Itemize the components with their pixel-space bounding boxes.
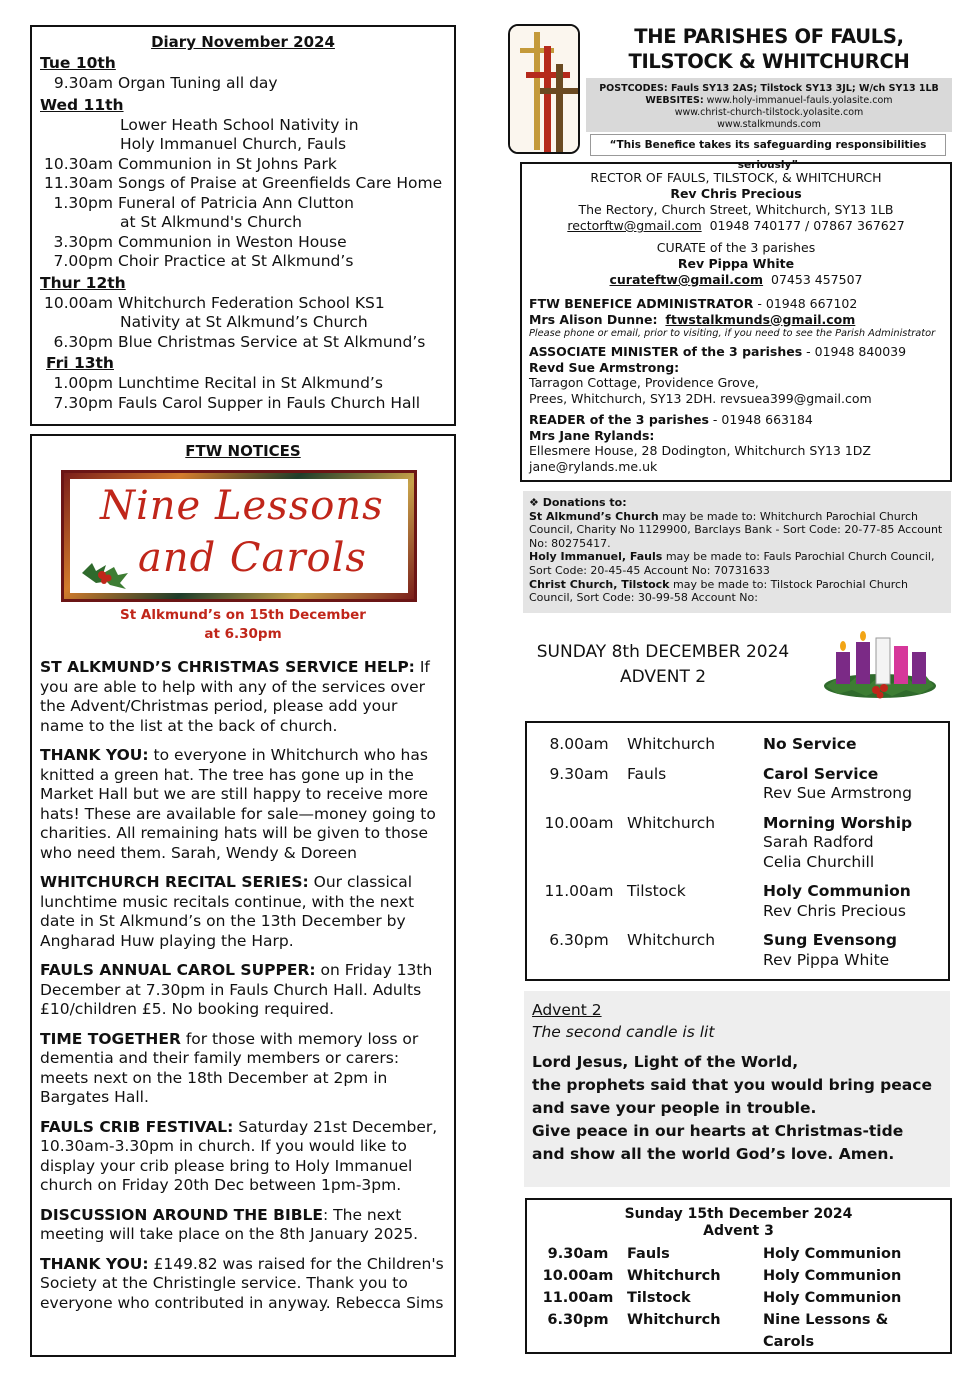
- next-service-place: Tilstock: [627, 1290, 691, 1306]
- diary-entry-text: Lunchtime Recital in St Alkmund’s: [118, 374, 383, 392]
- rector-email[interactable]: rectorftw@gmail.com: [567, 218, 702, 233]
- service-place: Whitchurch: [627, 813, 716, 832]
- prayer-subheading: The second candle is lit: [532, 1023, 715, 1041]
- service-row: [535, 814, 940, 873]
- diary-entry-time: [40, 116, 118, 136]
- parish-title-line1: THE PARISHES OF FAULS,: [634, 25, 904, 48]
- banner-caption-line1: St Alkmund’s on 15th December: [120, 607, 366, 623]
- diary-entry: [40, 116, 446, 136]
- notice-heading: THANK YOU:: [40, 1254, 149, 1273]
- admin-title: FTW BENEFICE ADMINISTRATOR: [529, 296, 754, 311]
- service-leader: Rev Pippa White: [763, 950, 890, 969]
- donations-heading: ❖ Donations to:: [529, 496, 627, 509]
- service-details: [763, 814, 940, 873]
- notice-item: [40, 1118, 446, 1196]
- notice-body: Our classical lunchtime music recitals continue, with the next date in St Alkmund’s on the 13th December by Angharad Huw playing the Harp.: [40, 873, 415, 950]
- next-service-place: Whitchurch: [627, 1268, 721, 1284]
- diary-entry: [40, 374, 446, 394]
- service-name: Carol Service: [763, 764, 879, 783]
- service-leader: Rev Chris Precious: [763, 901, 906, 920]
- service-place: Tilstock: [627, 882, 686, 900]
- service-details: [763, 882, 940, 921]
- next-sunday-box: [525, 1198, 952, 1354]
- diary-day-heading: Tue 10th: [40, 54, 116, 72]
- website-tilstock[interactable]: www.christ-church-tilstock.yolasite.com: [674, 107, 864, 118]
- curate-phone: 07453 457507: [771, 272, 863, 287]
- curate-title: CURATE of the 3 parishes: [656, 240, 816, 255]
- service-time: 11.00am: [544, 882, 614, 900]
- holly-icon: [74, 545, 134, 595]
- service-name: No Service: [763, 735, 857, 753]
- service-leader: Sarah Radford: [763, 833, 874, 851]
- service-rows: [535, 735, 940, 970]
- notice-heading: FAULS CRIB FESTIVAL:: [40, 1117, 234, 1136]
- diary-entry-time: 10.30am: [44, 154, 113, 173]
- service-details: [763, 735, 940, 755]
- parish-title-line2: TILSTOCK & WHITCHURCH: [628, 50, 910, 73]
- notice-heading: THANK YOU:: [40, 746, 149, 764]
- next-service-row: [533, 1309, 944, 1353]
- reader-email[interactable]: jane@rylands.me.uk: [529, 458, 658, 474]
- rector-phone: 01948 740177 / 07867 367627: [709, 218, 905, 233]
- diary-entry-text: Choir Practice at St Alkmund’s: [118, 252, 354, 270]
- next-service-row: [533, 1287, 944, 1309]
- curate-email[interactable]: curateftw@gmail.com: [609, 272, 764, 287]
- service-time: 10.00am: [544, 813, 614, 832]
- notice-body: on Friday 13th December at 7.30pm in Fauls Church Hall. Adults £10/children £5. No booking required.: [40, 961, 433, 1018]
- website-stalkmunds[interactable]: www.stalkmunds.com: [717, 119, 821, 130]
- prayer-heading: Advent 2: [532, 1001, 602, 1019]
- diary-entry-time: [40, 313, 118, 333]
- parish-title: [586, 24, 952, 74]
- diary-entry: [40, 233, 446, 253]
- banner-inner: [70, 479, 408, 593]
- diary-entry-text: Organ Tuning all day: [118, 74, 278, 92]
- postcodes-text: POSTCODES: Fauls SY13 2AS; Tilstock SY13 3JL; W/ch SY13 1LB: [599, 83, 939, 94]
- notice-heading: FAULS ANNUAL CAROL SUPPER:: [40, 961, 316, 979]
- donation-entry: [529, 510, 945, 551]
- service-name: Sung Evensong: [763, 931, 897, 949]
- next-sunday-title: Sunday 15th December 2024: [624, 1206, 853, 1222]
- service-time: 6.30pm: [549, 931, 609, 949]
- reader-phone: - 01948 663184: [708, 412, 813, 427]
- diary-entry: [40, 252, 446, 272]
- sunday-date: SUNDAY 8th DECEMBER 2024: [536, 642, 790, 662]
- notice-body: If you are able to help with any of the services over the Advent/Christmas period, please add your name to the list at the back of church.: [40, 658, 430, 735]
- diary-entry: [40, 194, 446, 214]
- diary-day-heading: Thur 12th: [40, 273, 126, 292]
- postcodes-panel: [586, 78, 952, 132]
- diary-entry-text: Communion in Weston House: [118, 232, 347, 251]
- websites-label: WEBSITES:: [645, 95, 704, 106]
- assoc-name: Revd Sue Armstrong:: [529, 359, 680, 375]
- next-service-name: Nine Lessons & Carols: [763, 1312, 889, 1350]
- service-time: 8.00am: [549, 735, 609, 753]
- crosses-logo-graphic: [510, 26, 580, 154]
- notice-item: [40, 746, 446, 863]
- next-sunday-advent: Advent 3: [703, 1223, 774, 1239]
- next-service-row: [533, 1265, 944, 1287]
- diary-entry-text: Funeral of Patricia Ann Clutton: [118, 193, 354, 212]
- service-place: Whitchurch: [627, 735, 716, 753]
- diary-day-heading: Fri 13th: [46, 354, 114, 372]
- diary-title: Diary November 2024: [151, 33, 335, 51]
- next-service-time: 10.00am: [542, 1268, 614, 1284]
- diary-entry-text: Communion in St Johns Park: [118, 154, 337, 173]
- nine-lessons-banner: [61, 470, 417, 602]
- service-place: Fauls: [627, 764, 667, 783]
- prayer-line: Give peace in our hearts at Christmas-tide: [532, 1122, 904, 1140]
- diary-entry-time: 10.00am: [44, 293, 113, 312]
- diary-entry: [40, 294, 446, 314]
- notice-item: [40, 658, 446, 736]
- service-details: [763, 931, 940, 970]
- diary-entry: [40, 174, 446, 194]
- diary-entry-text: Holy Immanuel Church, Fauls: [120, 135, 347, 153]
- rector-title: RECTOR OF FAULS, TILSTOCK, & WHITCHURCH: [590, 170, 882, 185]
- next-service-place: Whitchurch: [627, 1312, 721, 1328]
- banner-caption: [40, 606, 446, 644]
- prayer-line: and show all the world God’s love. Amen.: [532, 1145, 895, 1163]
- diary-entry-time: 7.30pm: [53, 393, 113, 412]
- service-place: Whitchurch: [627, 931, 716, 949]
- prayer-line: the prophets said that you would bring peace: [532, 1076, 932, 1094]
- service-name: Holy Communion: [763, 882, 911, 900]
- rector-address: The Rectory, Church Street, Whitchurch, SY13 1LB: [578, 202, 894, 217]
- notices-box: [30, 434, 456, 1357]
- notice-item: [40, 1255, 446, 1314]
- notice-item: [40, 1030, 446, 1108]
- next-service-name: Holy Communion: [763, 1268, 902, 1284]
- notice-heading: ST ALKMUND’S CHRISTMAS SERVICE HELP:: [40, 658, 415, 676]
- notice-body: £149.82 was raised for the Children's Society at the Christingle service. Thank you to everyone who contributed in anyway. Rebecca Sims: [40, 1254, 444, 1312]
- service-row: [535, 735, 940, 755]
- admin-email[interactable]: ftwstalkmunds@gmail.com: [665, 311, 856, 327]
- donation-entry: [529, 550, 945, 577]
- diary-entry-time: 7.00pm: [53, 252, 113, 270]
- diary-entry-time: 9.30am: [53, 74, 113, 92]
- banner-line1: Nine Lessons: [100, 483, 384, 529]
- notice-list: [40, 658, 446, 1313]
- notice-item: [40, 1206, 446, 1245]
- diary-entry: [40, 213, 446, 233]
- prayer-line: and save your people in trouble.: [532, 1099, 817, 1117]
- donation-entry: [529, 578, 945, 605]
- diary-entry-text: Blue Christmas Service at St Alkmund’s: [118, 332, 426, 351]
- reader-address: Ellesmere House, 28 Dodington, Whitchurch SY13 1DZ: [529, 443, 871, 458]
- notice-heading: WHITCHURCH RECITAL SERIES:: [40, 873, 309, 891]
- diary-entry-text: Fauls Carol Supper in Fauls Church Hall: [118, 393, 421, 412]
- service-row: [535, 882, 940, 921]
- diary-entry-text: Whitchurch Federation School KS1: [118, 293, 385, 312]
- service-leader: Rev Sue Armstrong: [763, 784, 912, 802]
- banner-line2: and Carols: [138, 535, 367, 581]
- diary-entry: [40, 394, 446, 414]
- diary-entry-time: 1.30pm: [53, 193, 113, 212]
- safeguarding-statement: “This Benefice takes its safeguarding responsibilities seriously”: [590, 134, 946, 156]
- diary-entry: [40, 135, 446, 155]
- diary-entry-time: 11.30am: [44, 174, 113, 192]
- donation-text: may be made to: Tilstock Parochial Church Council, Sort Code: 30-99-58 Account No:: [529, 577, 909, 605]
- donation-text: may be made to: Fauls Parochial Church Council, Sort Code: 20-45-45 Account No: 70731633: [529, 550, 935, 577]
- next-service-row: [533, 1243, 944, 1265]
- next-service-name: Holy Communion: [763, 1246, 902, 1262]
- advent-wreath-icon: [820, 628, 940, 702]
- notices-title: FTW NOTICES: [185, 442, 301, 460]
- notice-item: [40, 873, 446, 951]
- curate-name: Rev Pippa White: [677, 256, 795, 271]
- diary-entry: [40, 313, 446, 333]
- prayer-lines: [532, 1051, 942, 1166]
- service-name: Morning Worship: [763, 813, 913, 832]
- contacts-box: [520, 162, 952, 482]
- reader-name: Mrs Jane Rylands:: [529, 427, 655, 443]
- donation-name: Holy Immanuel, Fauls: [529, 550, 663, 564]
- notice-heading: TIME TOGETHER: [40, 1029, 181, 1048]
- next-service-time: 6.30pm: [547, 1312, 609, 1328]
- diary-box: [30, 25, 456, 426]
- assoc-address2: Prees, Whitchurch, SY13 2DH. revsuea399@gmail.com: [529, 390, 872, 406]
- assoc-address1: Tarragon Cottage, Providence Grove,: [529, 375, 759, 390]
- donation-name: Christ Church, Tilstock: [529, 577, 670, 591]
- next-service-name: Holy Communion: [763, 1290, 902, 1306]
- sunday-advent: ADVENT 2: [619, 667, 707, 687]
- admin-name: Mrs Alison Dunne:: [529, 311, 658, 327]
- service-details: [763, 765, 940, 804]
- next-service-place: Fauls: [627, 1246, 670, 1262]
- diary-entry-time: 6.30pm: [53, 332, 113, 351]
- services-table: [525, 721, 950, 981]
- diary-entry-time: [40, 213, 118, 233]
- diary-entry-text: Nativity at St Alkmund’s Church: [120, 313, 368, 331]
- admin-phone: - 01948 667102: [753, 296, 858, 311]
- service-row: [535, 931, 940, 970]
- service-row: [535, 765, 940, 804]
- service-time: 9.30am: [549, 764, 609, 783]
- next-sunday-rows: [533, 1243, 944, 1353]
- notice-body: to everyone in Whitchurch who has knitted a green hat. The tree has gone up in the Market Hall but we are still happy to receive more hats! These are available for sale—money going to charities. All remaining hats will be given to those who need them. Sarah, Wendy & Doreen: [40, 746, 436, 862]
- notice-heading: DISCUSSION AROUND THE BIBLE: [40, 1205, 324, 1224]
- assoc-title: ASSOCIATE MINISTER of the 3 parishes: [529, 344, 803, 359]
- diary-entry: [40, 333, 446, 353]
- assoc-phone: - 01948 840039: [802, 344, 907, 359]
- rector-name: Rev Chris Precious: [670, 186, 802, 201]
- donations-panel: [523, 491, 951, 613]
- reader-title: READER of the 3 parishes: [529, 412, 709, 427]
- diary-days: [40, 53, 446, 413]
- advent-prayer: [524, 991, 950, 1187]
- website-fauls[interactable]: www.holy-immanuel-fauls.yolasite.com: [706, 95, 893, 106]
- donation-text: may be made to: Whitchurch Parochial Church Council, Charity No 1129900, Barclays Bank - Sort Code: 20-77-85 Account No: 80275417.: [529, 509, 943, 550]
- diary-entry: [40, 155, 446, 175]
- notice-body: for those with memory loss or dementia and their family members or carers: meets next on the 18th December at 2pm in Bargates Hall.: [40, 1029, 419, 1106]
- donation-name: St Alkmund’s Church: [529, 509, 659, 523]
- crosses-logo-icon: [508, 24, 580, 154]
- banner-caption-line2: at 6.30pm: [204, 626, 282, 642]
- service-leader: Celia Churchill: [763, 852, 875, 871]
- notice-item: [40, 961, 446, 1020]
- notice-body: : The next meeting will take place on the 8th January 2025.: [40, 1205, 419, 1243]
- diary-entry: [40, 74, 446, 94]
- notice-body: Saturday 21st December, 10.30am-3.30pm in church. If you would like to display your crib please bring to Holy Immanuel church on Friday 20th Dec between 1pm-3pm.: [40, 1117, 438, 1194]
- donation-list: [529, 510, 945, 605]
- diary-entry-time: 1.00pm: [53, 374, 113, 392]
- next-service-time: 9.30am: [547, 1246, 609, 1262]
- diary-day-heading: Wed 11th: [40, 95, 124, 114]
- diary-entry-time: 3.30pm: [53, 232, 113, 251]
- diary-entry-time: [40, 135, 118, 155]
- prayer-line: Lord Jesus, Light of the World,: [532, 1053, 799, 1071]
- sunday-title: [522, 640, 804, 690]
- diary-entry-text: Songs of Praise at Greenfields Care Home: [118, 174, 443, 192]
- diary-entry-text: at St Alkmund's Church: [120, 213, 302, 231]
- next-service-time: 11.00am: [542, 1290, 614, 1306]
- admin-note: Please phone or email, prior to visiting, if you need to see the Parish Administrator: [529, 328, 936, 339]
- diary-entry-text: Lower Heath School Nativity in: [120, 115, 359, 134]
